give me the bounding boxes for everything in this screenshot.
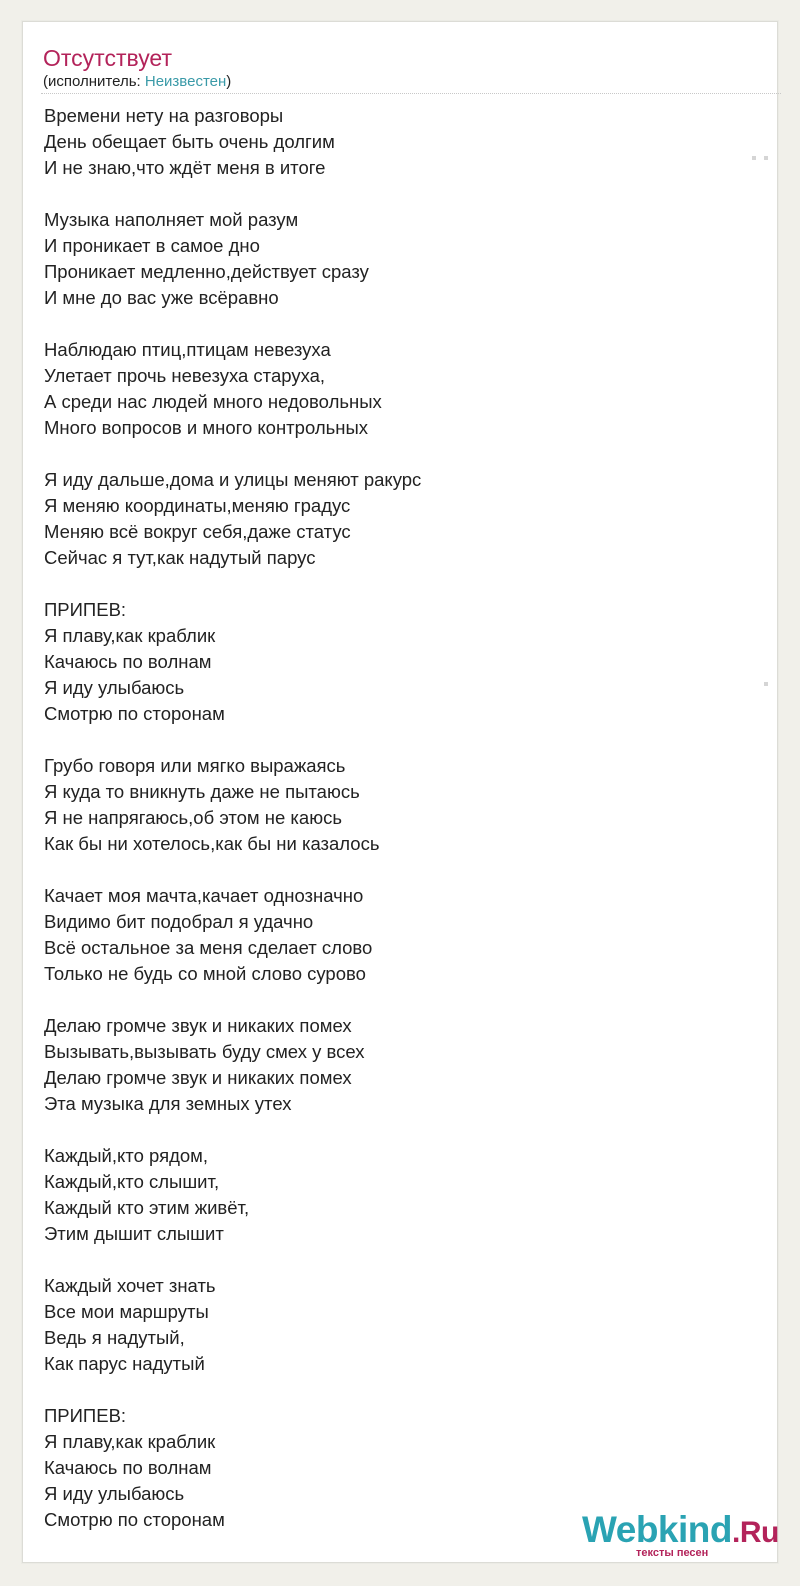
lyric-line: А среди нас людей много недовольных	[44, 391, 382, 412]
logo-tld: .Ru	[732, 1516, 779, 1549]
lyric-line: Видимо бит подобрал я удачно	[44, 911, 314, 932]
lyric-line: Я иду дальше,дома и улицы меняют ракурс	[44, 469, 422, 490]
lyric-line: Качаюсь по волнам	[44, 1457, 212, 1478]
scroll-mark	[752, 156, 756, 160]
lyric-line: ПРИПЕВ:	[44, 1405, 127, 1426]
lyric-line: Ведь я надутый,	[44, 1327, 185, 1348]
song-title: Отсутствует	[43, 45, 172, 71]
lyric-line: Я куда то вникнуть даже не пытаюсь	[44, 781, 360, 802]
lyric-line: Качает моя мачта,качает однозначно	[44, 885, 364, 906]
lyric-line: И не знаю,что ждёт меня в итоге	[44, 157, 326, 178]
lyric-line: Эта музыка для земных утех	[44, 1093, 292, 1114]
lyric-line: Каждый кто этим живёт,	[44, 1197, 250, 1218]
stanza-gap	[44, 311, 764, 337]
lyric-line: Наблюдаю птиц,птицам невезуха	[44, 339, 331, 360]
lyric-line: Как бы ни хотелось,как бы ни казалось	[44, 833, 380, 854]
performer-line	[43, 73, 231, 91]
stanza-gap	[44, 571, 764, 597]
title-divider	[41, 93, 781, 94]
lyric-line: Я меняю координаты,меняю градус	[44, 495, 351, 516]
lyric-line: Грубо говоря или мягко выражаясь	[44, 755, 346, 776]
lyric-line: Я плаву,как краблик	[44, 1431, 216, 1452]
stanza-gap	[44, 1377, 764, 1403]
lyric-line: Улетает прочь невезуха старуха,	[44, 365, 326, 386]
lyric-line: Всё остальное за меня сделает слово	[44, 937, 373, 958]
performer-prefix: (исполнитель:	[43, 73, 145, 90]
lyric-line: И проникает в самое дно	[44, 235, 260, 256]
lyrics-card	[22, 21, 778, 1563]
lyric-line: Много вопросов и много контрольных	[44, 417, 369, 438]
lyric-line: Сейчас я тут,как надутый парус	[44, 547, 316, 568]
lyric-line: ПРИПЕВ:	[44, 599, 127, 620]
lyric-line: Времени нету на разговоры	[44, 105, 284, 126]
lyric-line: Только не будь со мной слово сурово	[44, 963, 366, 984]
lyric-line: Качаюсь по волнам	[44, 651, 212, 672]
lyric-line: Вызывать,вызывать буду смех у всех	[44, 1041, 365, 1062]
lyric-line: День обещает быть очень долгим	[44, 131, 335, 152]
performer-suffix: )	[226, 73, 232, 90]
logo-main: Webkind	[582, 1509, 732, 1550]
lyric-line: Все мои маршруты	[44, 1301, 209, 1322]
lyric-line: И мне до вас уже всёравно	[44, 287, 279, 308]
stanza-gap	[44, 987, 764, 1013]
lyric-line: Делаю громче звук и никаких помех	[44, 1015, 352, 1036]
performer-link[interactable]: Неизвестен	[144, 73, 227, 90]
lyric-line: Этим дышит слышит	[44, 1223, 224, 1244]
stanza-gap	[44, 1117, 764, 1143]
stanza-gap	[44, 727, 764, 753]
lyric-line: Я не напрягаюсь,об этом не каюсь	[44, 807, 342, 828]
stanza-gap	[44, 441, 764, 467]
lyric-line: Я плаву,как краблик	[44, 625, 216, 646]
lyric-line: Каждый,кто рядом,	[44, 1145, 209, 1166]
scroll-mark	[764, 156, 768, 160]
lyric-line: Смотрю по сторонам	[44, 703, 225, 724]
lyric-line: Каждый,кто слышит,	[44, 1171, 220, 1192]
lyric-line: Делаю громче звук и никаких помех	[44, 1067, 352, 1088]
stanza-gap	[44, 181, 764, 207]
lyric-line: Каждый хочет знать	[44, 1275, 216, 1296]
scroll-mark	[764, 682, 768, 686]
lyric-line: Проникает медленно,действует сразу	[44, 261, 369, 282]
lyric-line: Как парус надутый	[44, 1353, 205, 1374]
lyric-line: Смотрю по сторонам	[44, 1509, 225, 1530]
lyric-line: Я иду улыбаюсь	[44, 1483, 185, 1504]
stanza-gap	[44, 857, 764, 883]
lyric-line: Меняю всё вокруг себя,даже статус	[44, 521, 351, 542]
stanza-gap	[44, 1247, 764, 1273]
lyrics-text	[44, 103, 764, 1533]
lyric-line: Я иду улыбаюсь	[44, 677, 185, 698]
logo-tagline: тексты песен	[636, 1547, 709, 1559]
lyric-line: Музыка наполняет мой разум	[44, 209, 299, 230]
